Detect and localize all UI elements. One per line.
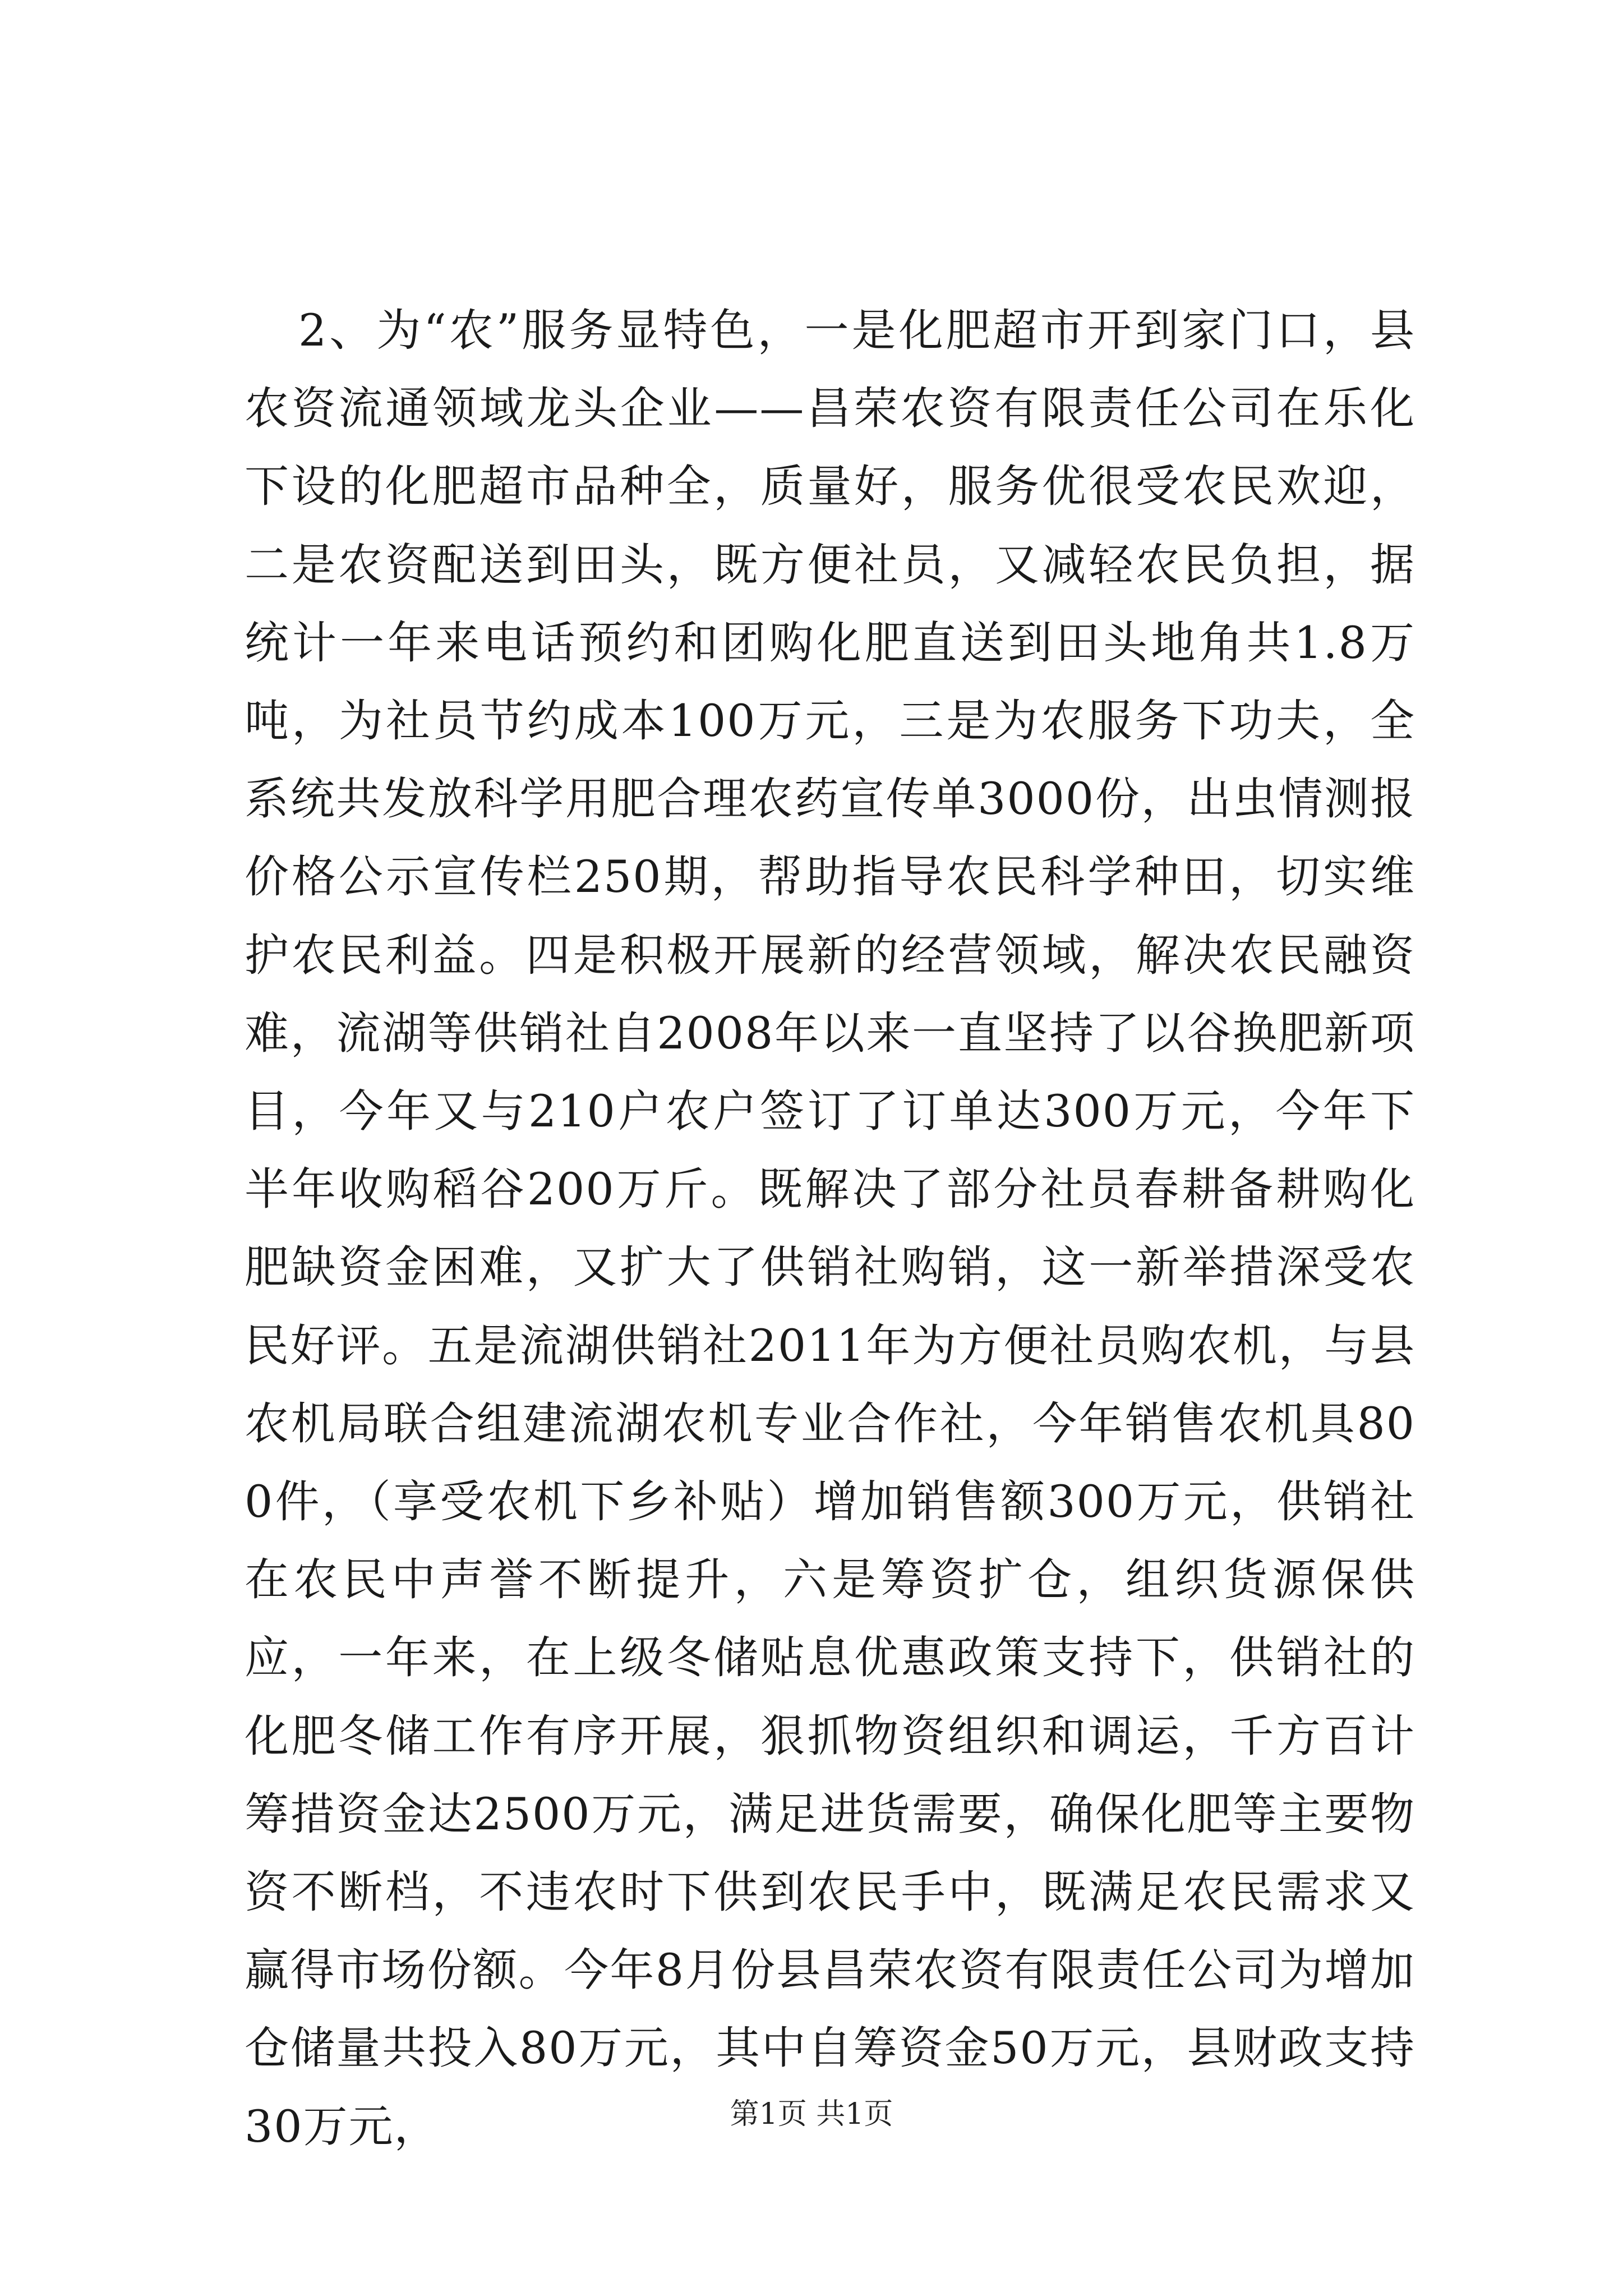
page-number-footer: 第1页 共1页 — [730, 2097, 893, 2131]
body-paragraph: 2、为“农”服务显特色，一是化肥超市开到家门口，县农资流通领域龙头企业——昌荣农资有限责任公司在乐化下设的化肥超市品种全，质量好，服务优很受农民欢迎，二是农资配送到田头，既方便社员，又减轻农民负担，据统计一年来电话预约和团购化肥直送到田头地角共1.8万吨，为社员节约成本100万元，三是为农服务下功夫，全系统共发放科学用肥合理农药宣传单3000份，出虫情测报价格公示宣传栏250期，帮助指导农民科学种田，切实维护农民利益。四是积极开展新的经营领域，解决农民融资难，流湖等供销社自2008年以来一直坚持了以谷换肥新项目，今年又与210户农户签订了订单达300万元，今年下半年收购稻谷200万斤。既解决了部分社员春耕备耕购化肥缺资金困难，又扩大了供销社购销，这一新举措深受农民好评。五是流湖供销社2011年为方便社员购农机，与县农机局联合组建流湖农机专业合作社，今年销售农机具800件，（享受农机下乡补贴）增加销售额300万元，供销社在农民中声誉不断提升，六是筹资扩仓，组织货源保供应，一年来，在上级冬储贴息优惠政策支持下，供销社的化肥冬储工作有序开展，狠抓物资组织和调运，千方百计筹措资金达2500万元，满足进货需要，确保化肥等主要物资不断档，不违农时下供到农民手中，既满足农民需求又赢得市场份额。今年8月份县昌荣农资有限责任公司为增加仓储量共投入80万元，其中自筹资金50万元，县财政支持30万元， — [245, 305, 1415, 2152]
